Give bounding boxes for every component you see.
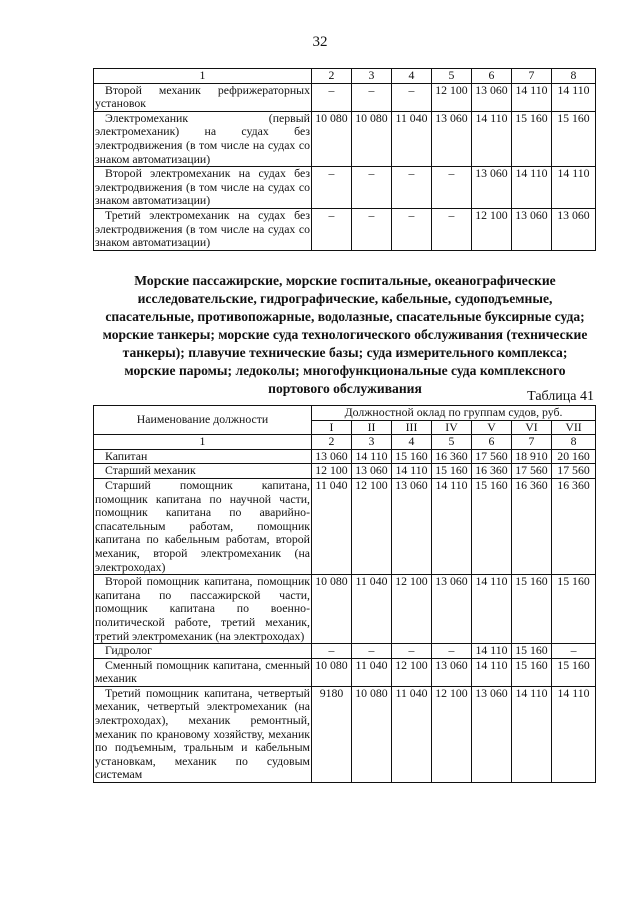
salary-value: 12 100	[392, 575, 432, 644]
table-row	[94, 575, 596, 644]
salary-value: 14 110	[552, 686, 596, 782]
salary-value: 13 060	[472, 167, 512, 209]
column-number: 8	[552, 69, 596, 84]
salary-value: 13 060	[432, 658, 472, 686]
salary-value: –	[352, 208, 392, 250]
salary-value: 13 060	[352, 464, 392, 479]
vessel-group-label: I	[312, 420, 352, 435]
salary-value: 12 100	[352, 478, 392, 574]
column-number: 8	[552, 435, 596, 450]
column-number: 5	[432, 69, 472, 84]
salary-value: 12 100	[432, 686, 472, 782]
salary-value: –	[432, 644, 472, 659]
vessel-group-label: VII	[552, 420, 596, 435]
salary-value: –	[392, 83, 432, 111]
salary-value: 17 560	[552, 464, 596, 479]
column-number: 3	[352, 435, 392, 450]
salary-value: –	[432, 167, 472, 209]
salary-value: –	[312, 83, 352, 111]
salary-value: 13 060	[432, 575, 472, 644]
salary-value: 10 080	[352, 111, 392, 166]
salary-value: 16 360	[512, 478, 552, 574]
salary-value: 12 100	[472, 208, 512, 250]
salary-value: 14 110	[552, 167, 596, 209]
salary-value: 12 100	[312, 464, 352, 479]
salary-value: 15 160	[512, 111, 552, 166]
salary-value: 17 560	[472, 449, 512, 464]
salary-value: 10 080	[352, 686, 392, 782]
column-number: 5	[432, 435, 472, 450]
salary-value: 13 060	[392, 478, 432, 574]
vessel-group-label: VI	[512, 420, 552, 435]
position-name: Гидролог	[94, 644, 312, 659]
table-row	[94, 83, 596, 111]
salary-value: 15 160	[472, 478, 512, 574]
table-row	[94, 478, 596, 574]
vessel-group-label: II	[352, 420, 392, 435]
salary-value: 13 060	[432, 111, 472, 166]
table-row	[94, 658, 596, 686]
salary-value: 11 040	[352, 575, 392, 644]
salary-value: 15 160	[552, 111, 596, 166]
salary-value: 14 110	[352, 449, 392, 464]
table-body	[94, 69, 596, 251]
table-row	[94, 208, 596, 250]
salary-value: 14 110	[472, 658, 512, 686]
column-number-row	[94, 435, 596, 450]
column-number: 6	[472, 69, 512, 84]
salary-value: 15 160	[432, 464, 472, 479]
salary-value: 13 060	[552, 208, 596, 250]
salary-value: 14 110	[472, 111, 512, 166]
column-number: 6	[472, 435, 512, 450]
salary-value: 13 060	[472, 686, 512, 782]
salary-value: 12 100	[432, 83, 472, 111]
salary-value: 17 560	[512, 464, 552, 479]
salary-value: –	[312, 167, 352, 209]
table-row	[94, 644, 596, 659]
salary-value: 10 080	[312, 111, 352, 166]
salary-group-header: Должностной оклад по группам судов, руб.	[312, 406, 596, 421]
salary-value: 10 080	[312, 658, 352, 686]
position-name-header: Наименование должности	[94, 406, 312, 435]
position-name: Третий помощник капитана, четвертый механик, четвертый электромеханик (на электроходах), механик ремонтный, механик по крановому хозяйству, механик по подъемным, тральным и кабельным установкам, механик по судовым системам	[95, 686, 310, 782]
vessel-group-label: IV	[432, 420, 472, 435]
salary-value: –	[352, 644, 392, 659]
position-name: Второй электромеханик на судах без электродвижения (в том числе на судах со знаком автоматизации)	[95, 166, 310, 208]
position-name: Старший помощник капитана, помощник капитана по научной части, помощник капитана по аварийно-спасательным работам, помощник капитана по кабельным работам, второй механик, второй электромеханик (на электроходах)	[95, 478, 310, 574]
position-name: Третий электромеханик на судах без электродвижения (в том числе на судах со знаком автоматизации)	[95, 208, 310, 250]
salary-value: –	[392, 208, 432, 250]
position-name: Сменный помощник капитана, сменный механик	[95, 658, 310, 686]
salary-value: 14 110	[472, 644, 512, 659]
salary-value: 14 110	[512, 686, 552, 782]
salary-value: 15 160	[552, 658, 596, 686]
salary-value: 15 160	[512, 644, 552, 659]
table-row	[94, 686, 596, 782]
table-label: Таблица 41	[527, 389, 594, 404]
salary-value: 15 160	[392, 449, 432, 464]
position-name: Капитан	[94, 449, 312, 464]
vessel-group-label: V	[472, 420, 512, 435]
salary-value: 15 160	[512, 658, 552, 686]
table-body	[94, 406, 596, 783]
header-row	[94, 406, 596, 421]
salary-value: –	[552, 644, 596, 659]
salary-value: 13 060	[312, 449, 352, 464]
column-number: 4	[392, 69, 432, 84]
salary-value: –	[352, 83, 392, 111]
table-row	[94, 167, 596, 209]
salary-value: 11 040	[392, 111, 432, 166]
position-name: Электромеханик (первый электромеханик) на судах без электродвижения (в том числе на судах со знаком автоматизации)	[95, 111, 310, 166]
salary-value: 11 040	[312, 478, 352, 574]
salary-value: 14 110	[512, 83, 552, 111]
salary-value: 16 360	[552, 478, 596, 574]
salary-table-41	[93, 405, 596, 783]
salary-value: 15 160	[552, 575, 596, 644]
salary-value: 11 040	[392, 686, 432, 782]
salary-value: 14 110	[432, 478, 472, 574]
section-title: Морские пассажирские, морские госпитальные, океанографические исследовательские, гидрографические, кабельные, судоподъемные, спасательные, противопожарные, водолазные, спасательные буксирные суда; морские танкеры; морские суда технологического обслуживания (технические танкеры); плавучие технические базы; суда измерительного комплекса; морские паромы; ледоколы; многофункциональные суда комплексного портового обслуживания	[102, 273, 588, 396]
position-name: Второй помощник капитана, помощник капитана по пассажирской части, помощник капитана по военно-политической работе, третий механик, третий электромеханик (на электроходах)	[95, 574, 310, 643]
position-name: Старший механик	[94, 464, 312, 479]
salary-value: 13 060	[472, 83, 512, 111]
salary-value: –	[392, 167, 432, 209]
salary-value: 20 160	[552, 449, 596, 464]
position-name: Второй механик рефрижераторных установок	[95, 83, 310, 111]
salary-value: 14 110	[512, 167, 552, 209]
column-number: 7	[512, 69, 552, 84]
salary-value: 15 160	[512, 575, 552, 644]
column-number-row	[94, 69, 596, 84]
salary-value: 13 060	[512, 208, 552, 250]
column-number: 2	[312, 69, 352, 84]
salary-value: 18 910	[512, 449, 552, 464]
column-number: 4	[392, 435, 432, 450]
salary-value: 14 110	[472, 575, 512, 644]
salary-value: 14 110	[552, 83, 596, 111]
column-number: 1	[94, 435, 312, 450]
column-number: 1	[94, 69, 312, 84]
salary-value: 9180	[312, 686, 352, 782]
salary-value: –	[312, 208, 352, 250]
salary-value: –	[392, 644, 432, 659]
table-row	[94, 449, 596, 464]
salary-value: –	[312, 644, 352, 659]
salary-value: 14 110	[392, 464, 432, 479]
salary-value: 16 360	[472, 464, 512, 479]
table-row	[94, 111, 596, 166]
salary-value: 12 100	[392, 658, 432, 686]
salary-value: 10 080	[312, 575, 352, 644]
column-number: 3	[352, 69, 392, 84]
salary-value: 16 360	[432, 449, 472, 464]
table-row	[94, 464, 596, 479]
column-number: 2	[312, 435, 352, 450]
salary-value: –	[432, 208, 472, 250]
salary-table-continued	[93, 68, 596, 251]
vessel-group-label: III	[392, 420, 432, 435]
salary-value: –	[352, 167, 392, 209]
page-number: 32	[312, 34, 328, 50]
salary-value: 11 040	[352, 658, 392, 686]
column-number: 7	[512, 435, 552, 450]
